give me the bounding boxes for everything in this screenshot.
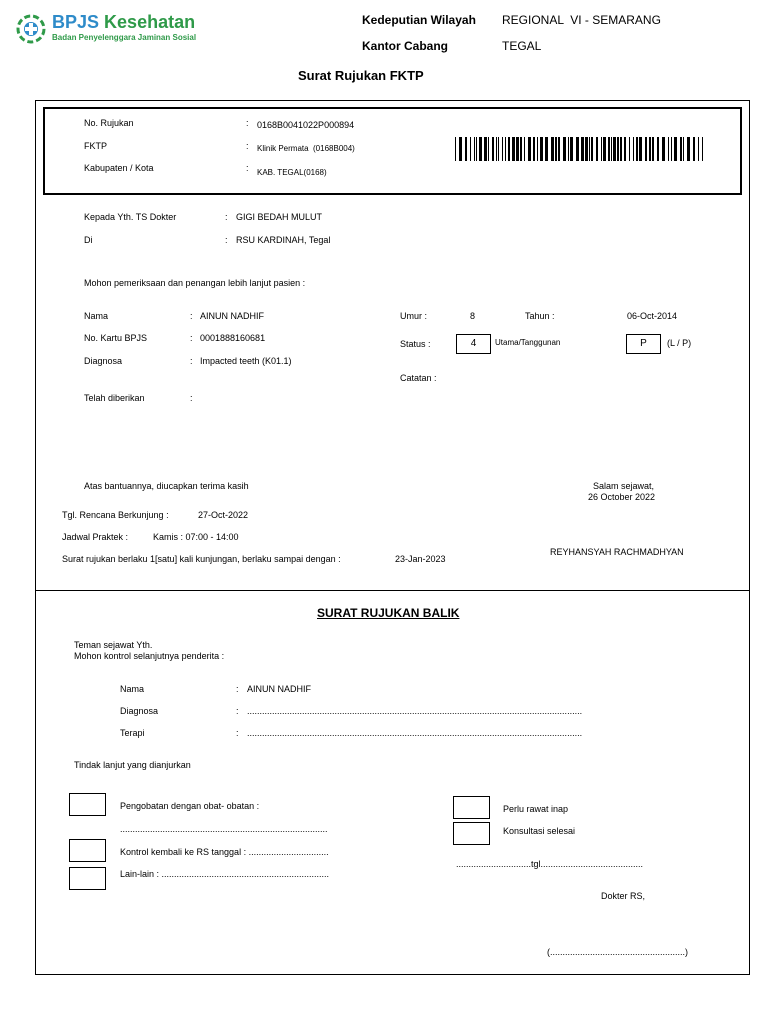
- colon: :: [236, 706, 239, 716]
- colon: :: [190, 333, 193, 343]
- diagnosa-value: Impacted teeth (K01.1): [200, 356, 292, 366]
- dokter-rs-label: Dokter RS,: [601, 891, 646, 901]
- checkbox-rawat[interactable]: [453, 796, 490, 819]
- status-box: 4: [456, 334, 491, 354]
- checkbox-lain[interactable]: [69, 867, 106, 890]
- section-divider: [35, 590, 750, 591]
- fktp-label: FKTP: [84, 141, 108, 151]
- balik-nama-label: Nama: [120, 684, 145, 694]
- colon: :: [225, 235, 228, 245]
- cabang-value: TEGAL: [502, 39, 542, 53]
- balik-title: SURAT RUJUKAN BALIK: [317, 606, 460, 620]
- colon: :: [236, 728, 239, 738]
- tahun-label: Tahun :: [525, 311, 555, 321]
- logo-kesehatan-text: Kesehatan: [104, 12, 196, 32]
- jadwal-value: Kamis : 07:00 - 14:00: [153, 532, 239, 542]
- fktp-value: Klinik Permata (0168B004): [257, 144, 355, 153]
- teman-text: Teman sejawat Yth.: [74, 640, 153, 650]
- gender-box: P: [626, 334, 661, 354]
- terima-kasih-text: Atas bantuannya, diucapkan terima kasih: [84, 481, 249, 491]
- opt-kontrol-label: Kontrol kembali ke RS tanggal : ................................: [120, 847, 329, 857]
- opt-obat-label: Pengobatan dengan obat- obatan :: [120, 801, 260, 811]
- nama-label: Nama: [84, 311, 109, 321]
- rencana-value: 27-Oct-2022: [198, 510, 249, 520]
- logo-bpjs-text: BPJS: [52, 12, 100, 32]
- opt-selesai-label: Konsultasi selesai: [503, 826, 576, 836]
- utama-label: Utama/Tanggunan: [495, 338, 561, 347]
- telah-label: Telah diberikan: [84, 393, 145, 403]
- page-title: Surat Rujukan FKTP: [298, 68, 424, 83]
- logo-subtitle: Badan Penyelenggara Jaminan Sosial: [52, 33, 197, 42]
- signature-line: (......................................................): [547, 947, 689, 957]
- obat-dots: ...................................................................................: [120, 824, 328, 834]
- colon: :: [190, 356, 193, 366]
- colon: :: [246, 118, 249, 128]
- no-rujukan-label: No. Rujukan: [84, 118, 134, 128]
- kartu-label: No. Kartu BPJS: [84, 333, 148, 343]
- surat-date: 26 October 2022: [588, 492, 656, 502]
- opt-rawat-label: Perlu rawat inap: [503, 804, 569, 814]
- umur-label: Umur :: [400, 311, 427, 321]
- di-label: Di: [84, 235, 93, 245]
- no-rujukan-value: 0168B0041022P000894: [257, 120, 355, 130]
- kepada-label: Kepada Yth. TS Dokter: [84, 212, 177, 222]
- umur-value: 8: [470, 311, 476, 321]
- rencana-label: Tgl. Rencana Berkunjung :: [62, 510, 169, 520]
- mohon-text: Mohon pemeriksaan dan penangan lebih lanjut pasien :: [84, 278, 306, 288]
- colon: :: [236, 684, 239, 694]
- kabupaten-label: Kabupaten / Kota: [84, 163, 154, 173]
- status-label: Status :: [400, 339, 431, 349]
- nama-value: AINUN NADHIF: [200, 311, 265, 321]
- deputi-value: REGIONAL VI - SEMARANG: [502, 13, 661, 27]
- colon: :: [246, 163, 249, 173]
- bpjs-logo: [14, 12, 204, 46]
- checkbox-kontrol[interactable]: [69, 839, 106, 862]
- colon: :: [190, 311, 193, 321]
- cabang-label: Kantor Cabang: [362, 39, 449, 53]
- mohon-kontrol-text: Mohon kontrol selanjutnya penderita :: [74, 651, 225, 661]
- diagnosa-label: Diagnosa: [84, 356, 123, 366]
- bpjs-logo-icon: [16, 14, 46, 44]
- jadwal-label: Jadwal Praktek :: [62, 532, 129, 542]
- checkbox-selesai[interactable]: [453, 822, 490, 845]
- balik-diagnosa-label: Diagnosa: [120, 706, 159, 716]
- barcode: [455, 137, 705, 161]
- balik-terapi-label: Terapi: [120, 728, 145, 738]
- catatan-label: Catatan :: [400, 373, 437, 383]
- gender-label: (L / P): [667, 338, 692, 348]
- kepada-value: GIGI BEDAH MULUT: [236, 212, 323, 222]
- tahun-value: 06-Oct-2014: [627, 311, 678, 321]
- berlaku-label: Surat rujukan berlaku 1[satu] kali kunjungan, berlaku sampai dengan :: [62, 554, 341, 564]
- colon: :: [246, 141, 249, 151]
- kartu-value: 0001888160681: [200, 333, 266, 343]
- colon: :: [190, 393, 193, 403]
- dokter-name: REYHANSYAH RACHMADHYAN: [550, 547, 684, 557]
- salam-text: Salam sejawat,: [593, 481, 655, 491]
- balik-diagnosa-dots: ......................................................................................................................................: [247, 706, 583, 716]
- colon: :: [225, 212, 228, 222]
- berlaku-value: 23-Jan-2023: [395, 554, 446, 564]
- deputi-label: Kedeputian Wilayah: [362, 13, 476, 27]
- kabupaten-value: KAB. TEGAL(0168): [257, 168, 327, 177]
- checkbox-obat[interactable]: [69, 793, 106, 816]
- di-value: RSU KARDINAH, Tegal: [236, 235, 331, 245]
- balik-terapi-dots: ......................................................................................................................................: [247, 728, 583, 738]
- tgl-line: ..............................tgl.........................................: [456, 859, 644, 869]
- balik-nama-value: AINUN NADHIF: [247, 684, 312, 694]
- tindak-text: Tindak lanjut yang dianjurkan: [74, 760, 191, 770]
- main-frame: [35, 100, 750, 975]
- opt-lain-label: Lain-lain : ...................................................................: [120, 869, 330, 879]
